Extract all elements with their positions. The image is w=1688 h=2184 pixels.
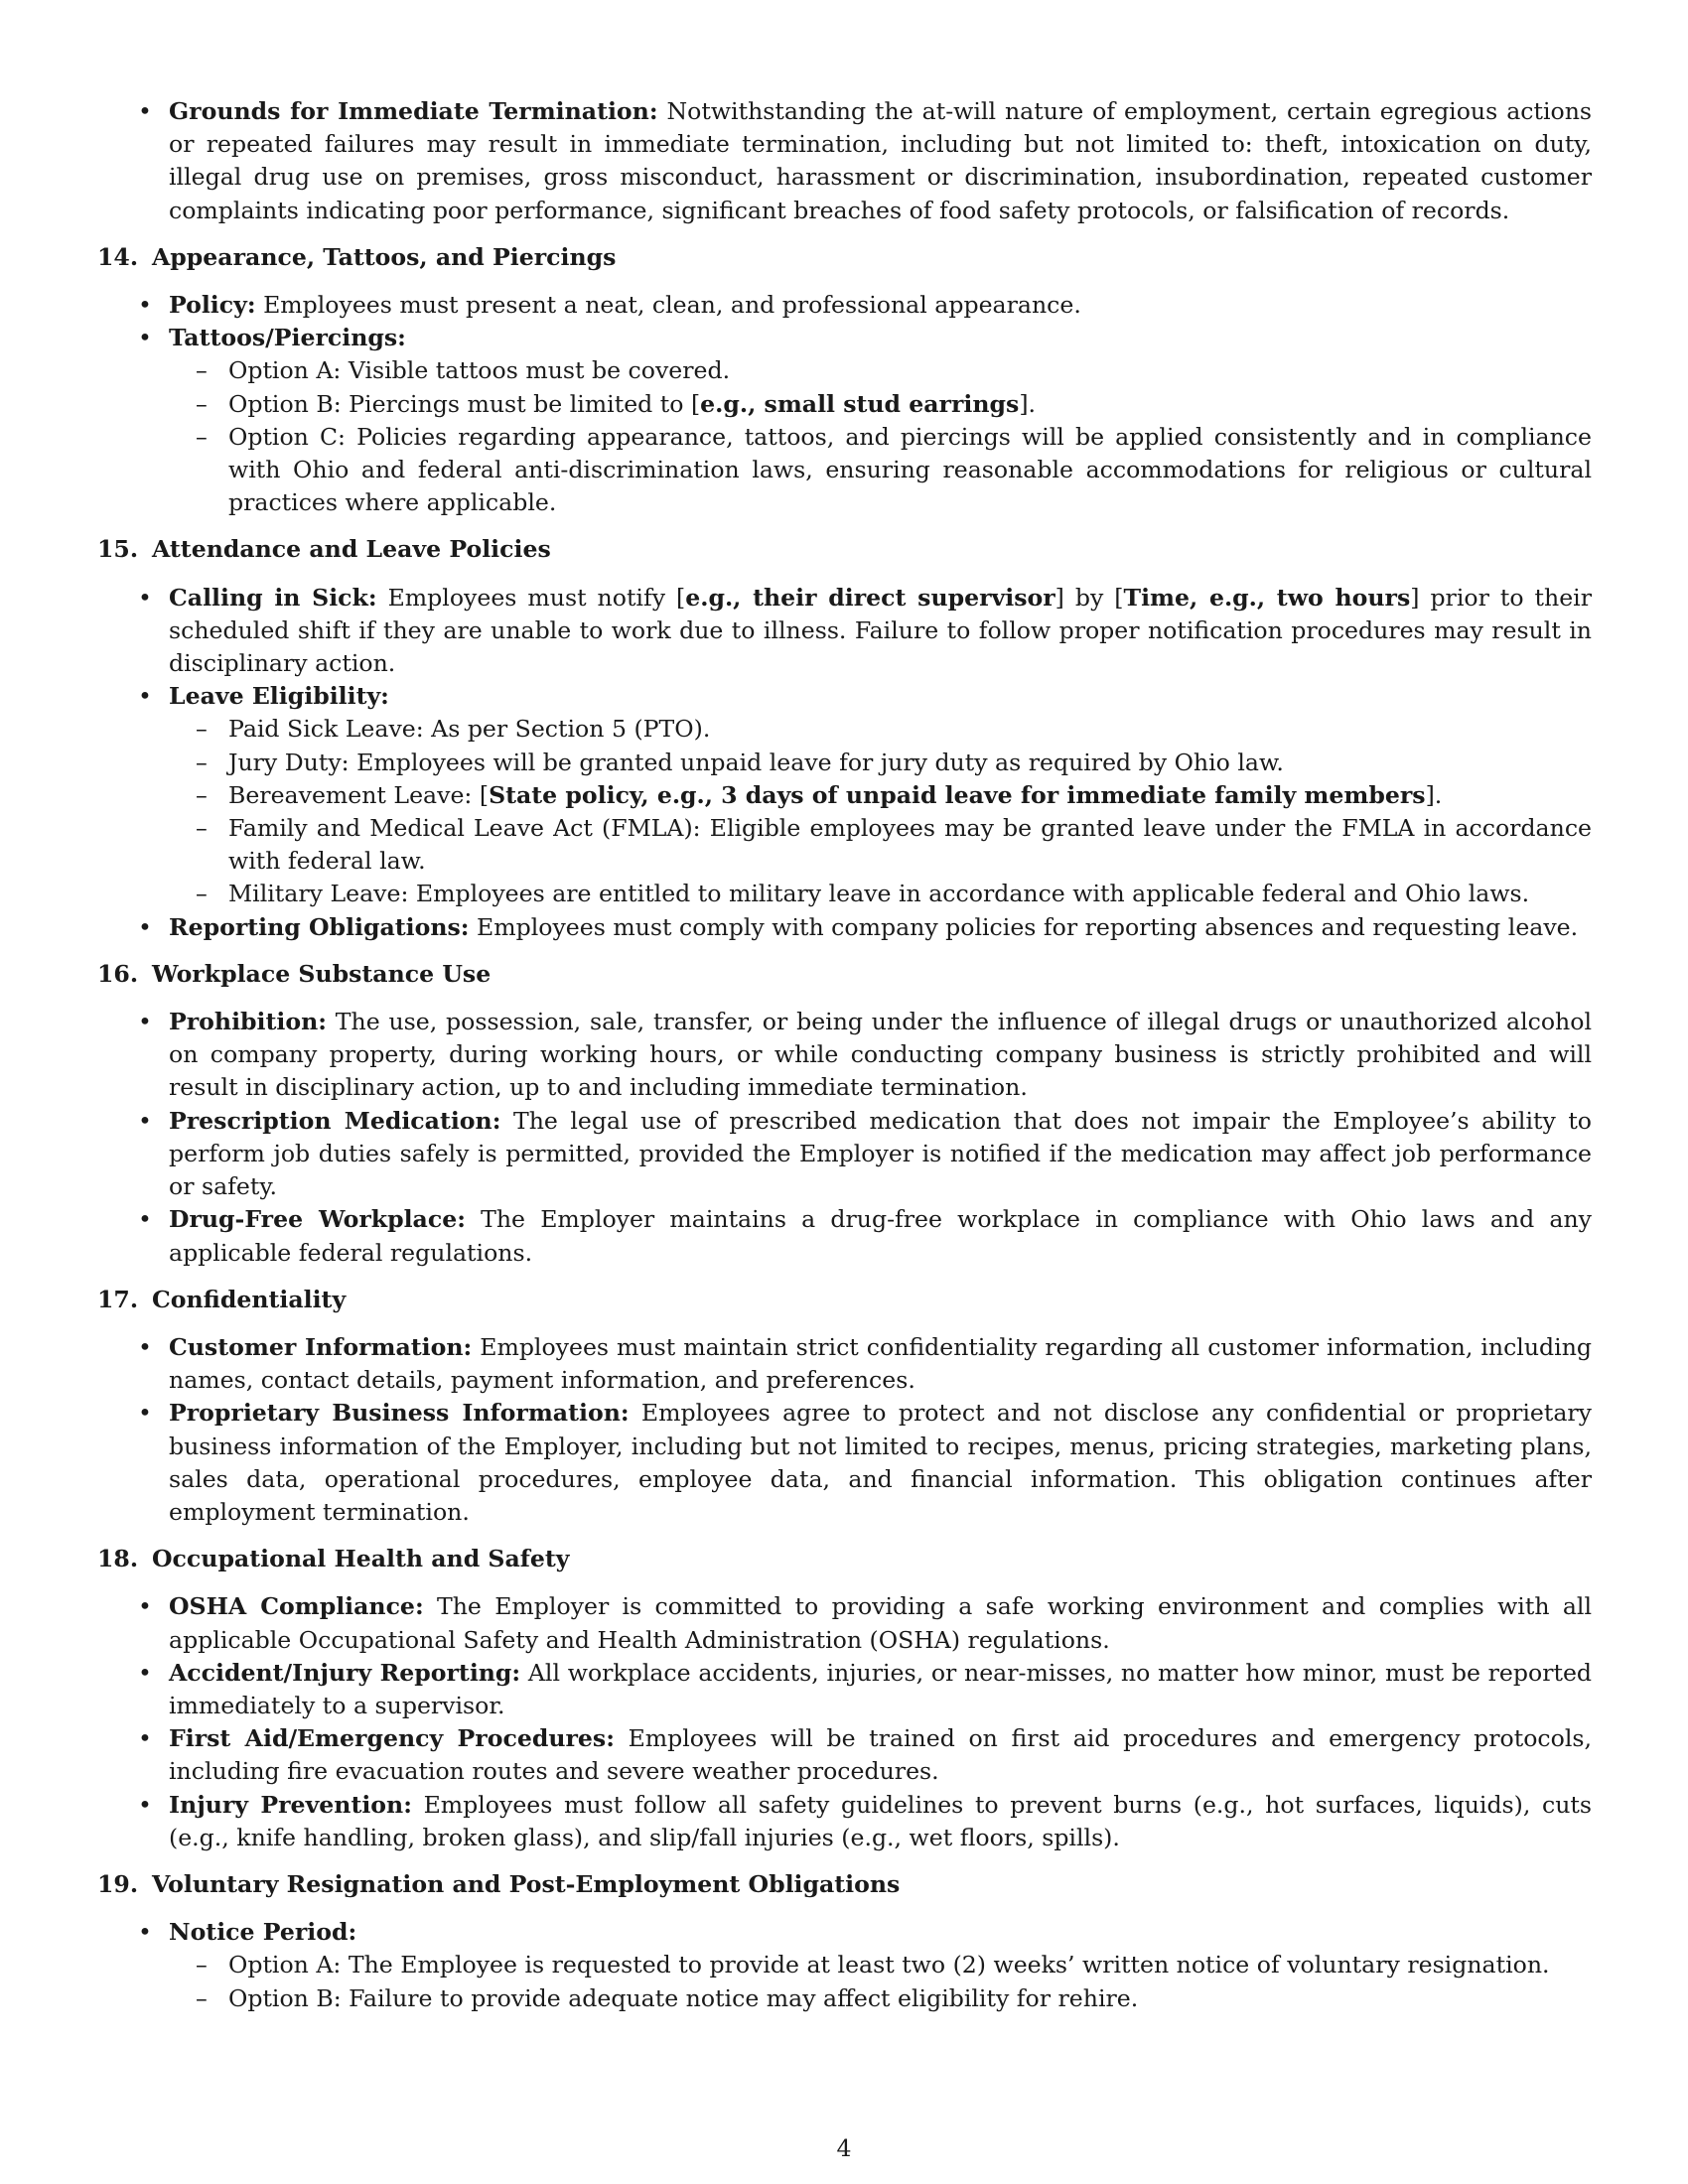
item-label: Drug-Free Workplace: bbox=[169, 1205, 466, 1234]
item-text: Employees must present a neat, clean, and professional appearance. bbox=[263, 291, 1081, 320]
sub-item bbox=[169, 812, 1592, 878]
list-item bbox=[97, 1590, 1592, 1656]
item-text: The legal use of prescribed medication that does not impair the Employee’s ability to perform job duties safely is permitted, provided the Employer is notified if the medication may affect job performance or safety. bbox=[169, 1106, 1593, 1201]
item-text: Notwithstanding the at-will nature of employment, certain egregious actions or repeated failures may result in immediate termination, including but not limited to: theft, intoxication on duty, illegal drug use on premises, gross misconduct, harassment or discrimination, insubordination, repeated customer complaints indicating poor performance, significant breaches of food safety protocols, or falsification of records. bbox=[169, 97, 1593, 224]
section-title: Confidentiality bbox=[152, 1285, 347, 1313]
item-text: Employees agree to protect and not disclose any confidential or proprietary business information of the Employer, including but not limited to recipes, menus, pricing strategies, marketing plans, sales data, operational procedures, employee data, and financial information. This obligation continues after employment termination. bbox=[169, 1399, 1593, 1526]
dash-icon: – bbox=[196, 356, 208, 385]
list-item bbox=[97, 1006, 1592, 1105]
list-item bbox=[97, 1789, 1592, 1854]
bullet-icon: • bbox=[138, 324, 152, 352]
item-label: Customer Information: bbox=[169, 1332, 473, 1361]
sub-text: Military Leave: Employees are entitled to military leave in accordance with applicable federal and Ohio laws. bbox=[228, 880, 1530, 908]
bullet-icon: • bbox=[138, 1592, 152, 1621]
section-list bbox=[97, 1590, 1592, 1854]
item-label: Tattoos/Piercings: bbox=[169, 324, 406, 352]
section-list bbox=[97, 289, 1592, 519]
item-label: Proprietary Business Information: bbox=[169, 1399, 630, 1428]
bullet-icon: • bbox=[138, 1790, 152, 1819]
section-17 bbox=[97, 1284, 1592, 1529]
bullet-icon: • bbox=[138, 1106, 152, 1135]
section-title: Workplace Substance Use bbox=[152, 959, 492, 988]
sub-item bbox=[169, 354, 1592, 387]
item-text: Employees must follow all safety guidelines to prevent burns (e.g., hot surfaces, liquids), cuts (e.g., knife handling, broken glass), and slip/fall injuries (e.g., wet floors, spills). bbox=[169, 1790, 1593, 1851]
item-text: The Employer maintains a drug-free workplace in compliance with Ohio laws and any applicable federal regulations. bbox=[169, 1205, 1592, 1267]
sub-list bbox=[169, 1949, 1592, 2014]
section-heading bbox=[97, 1868, 1592, 1901]
sub-text: Option A: Visible tattoos must be covered. bbox=[228, 356, 731, 385]
item-text: The use, possession, sale, transfer, or being under the influence of illegal drugs or unauthorized alcohol on company property, during working hours, or while conducting company business is strictly prohibited and will result in disciplinary action, up to and including immediate termination. bbox=[169, 1008, 1592, 1102]
placeholder-text: e.g., small stud earrings bbox=[700, 389, 1020, 418]
list-item bbox=[97, 680, 1592, 910]
section-heading bbox=[97, 1543, 1592, 1575]
list-item bbox=[97, 582, 1592, 681]
list-item bbox=[97, 322, 1592, 519]
sub-item bbox=[169, 1982, 1592, 2015]
section-list bbox=[97, 582, 1592, 944]
list-item bbox=[97, 1397, 1592, 1529]
item-label: Injury Prevention: bbox=[169, 1790, 412, 1819]
dash-icon: – bbox=[196, 1951, 208, 1979]
item-text: All workplace accidents, injuries, or near-misses, no matter how minor, must be reported immediately to a supervisor. bbox=[169, 1658, 1593, 1719]
sub-item bbox=[169, 1949, 1592, 1981]
bullet-icon: • bbox=[138, 682, 152, 711]
bullet-icon: • bbox=[138, 1399, 152, 1428]
item-label: Prohibition: bbox=[169, 1008, 327, 1036]
sub-list bbox=[169, 354, 1592, 519]
section-number: 19. bbox=[97, 1869, 139, 1898]
item-text: The Employer is committed to providing a safe working environment and complies with all applicable Occupational Safety and Health Administration (OSHA) regulations. bbox=[169, 1592, 1593, 1654]
sub-item bbox=[169, 878, 1592, 910]
bullet-icon: • bbox=[138, 97, 152, 125]
section-number: 17. bbox=[97, 1285, 139, 1313]
section-number: 15. bbox=[97, 535, 139, 564]
bullet-icon: • bbox=[138, 912, 152, 941]
section-15 bbox=[97, 533, 1592, 943]
bullet-icon: • bbox=[138, 1658, 152, 1687]
section-number: 18. bbox=[97, 1545, 139, 1573]
section-title: Appearance, Tattoos, and Piercings bbox=[152, 242, 617, 271]
item-text: Employees must notify [ bbox=[387, 583, 686, 612]
item-text: Employees must comply with company policies for reporting absences and requesting leave. bbox=[477, 912, 1579, 941]
list-item bbox=[97, 1657, 1592, 1722]
list-item bbox=[97, 1916, 1592, 2015]
dash-icon: – bbox=[196, 422, 208, 451]
sub-text: Option C: Policies regarding appearance, tattoos, and piercings will be applied consistently and in compliance with Ohio and federal anti-discrimination laws, ensuring reasonable accommodations for religious or cultural practices where applicable. bbox=[228, 422, 1592, 517]
bullet-icon: • bbox=[138, 583, 152, 612]
item-text: Employees must maintain strict confidentiality regarding all customer information, including names, contact details, payment information, and preferences. bbox=[169, 1332, 1593, 1395]
list-item bbox=[97, 1722, 1592, 1788]
bullet-icon: • bbox=[138, 1332, 152, 1361]
section-title: Occupational Health and Safety bbox=[152, 1545, 570, 1573]
sub-text: Option B: Piercings must be limited to [ bbox=[228, 389, 701, 418]
item-label: Policy: bbox=[169, 291, 256, 320]
sub-text: ]. bbox=[1425, 780, 1443, 809]
intro-list bbox=[97, 95, 1592, 227]
sub-text: Paid Sick Leave: As per Section 5 (PTO). bbox=[228, 715, 711, 744]
section-number: 14. bbox=[97, 242, 139, 271]
bullet-icon: • bbox=[138, 1918, 152, 1947]
sub-list bbox=[169, 713, 1592, 910]
dash-icon: – bbox=[196, 780, 208, 809]
list-item bbox=[97, 95, 1592, 227]
item-text: ] by [ bbox=[1055, 583, 1124, 612]
dash-icon: – bbox=[196, 389, 208, 418]
item-label: Calling in Sick: bbox=[169, 583, 377, 612]
item-label: Reporting Obligations: bbox=[169, 912, 470, 941]
sub-text: Bereavement Leave: [ bbox=[228, 780, 490, 809]
placeholder-text: Time, e.g., two hours bbox=[1123, 583, 1411, 612]
section-heading bbox=[97, 1284, 1592, 1316]
bullet-icon: • bbox=[138, 1724, 152, 1753]
item-text: Employees will be trained on first aid procedures and emergency protocols, including fire evacuation routes and severe weather procedures. bbox=[169, 1724, 1593, 1786]
section-list bbox=[97, 1916, 1592, 2015]
item-text: ] prior to their scheduled shift if they are unable to work due to illness. Failure to follow proper notification procedures may result in disciplinary action. bbox=[169, 583, 1592, 678]
list-item bbox=[97, 1105, 1592, 1204]
dash-icon: – bbox=[196, 715, 208, 744]
sub-text: Jury Duty: Employees will be granted unpaid leave for jury duty as required by Ohio law. bbox=[228, 748, 1284, 776]
sub-item bbox=[169, 713, 1592, 746]
section-16 bbox=[97, 958, 1592, 1270]
placeholder-text: State policy, e.g., 3 days of unpaid leave for immediate family members bbox=[489, 780, 1426, 809]
item-label: First Aid/Emergency Procedures: bbox=[169, 1724, 615, 1753]
section-18 bbox=[97, 1543, 1592, 1854]
dash-icon: – bbox=[196, 880, 208, 908]
section-list bbox=[97, 1331, 1592, 1529]
section-title: Voluntary Resignation and Post-Employment Obligations bbox=[152, 1869, 901, 1898]
sub-item bbox=[169, 421, 1592, 520]
sub-item bbox=[169, 388, 1592, 421]
item-label: OSHA Compliance: bbox=[169, 1592, 424, 1621]
sub-text: Family and Medical Leave Act (FMLA): Eligible employees may be granted leave under the FMLA in accordance with federal law. bbox=[228, 814, 1592, 876]
sub-item bbox=[169, 779, 1592, 812]
section-title: Attendance and Leave Policies bbox=[152, 535, 551, 564]
item-label: Leave Eligibility: bbox=[169, 682, 389, 711]
section-19 bbox=[97, 1868, 1592, 2015]
page-number: 4 bbox=[836, 2134, 852, 2162]
section-heading bbox=[97, 533, 1592, 566]
section-number: 16. bbox=[97, 959, 139, 988]
list-item bbox=[97, 1203, 1592, 1269]
section-heading bbox=[97, 958, 1592, 991]
dash-icon: – bbox=[196, 814, 208, 843]
sub-text: ]. bbox=[1019, 389, 1037, 418]
bullet-icon: • bbox=[138, 291, 152, 320]
section-list bbox=[97, 1006, 1592, 1270]
dash-icon: – bbox=[196, 1983, 208, 2012]
placeholder-text: e.g., their direct supervisor bbox=[685, 583, 1055, 612]
dash-icon: – bbox=[196, 748, 208, 776]
bullet-icon: • bbox=[138, 1205, 152, 1234]
item-label: Grounds for Immediate Termination: bbox=[169, 97, 658, 125]
sub-item bbox=[169, 747, 1592, 779]
sub-text: Option B: Failure to provide adequate notice may affect eligibility for rehire. bbox=[228, 1983, 1139, 2012]
item-label: Prescription Medication: bbox=[169, 1106, 501, 1135]
item-label: Notice Period: bbox=[169, 1918, 357, 1947]
page-content bbox=[97, 95, 1592, 2015]
bullet-icon: • bbox=[138, 1008, 152, 1036]
sub-text: Option A: The Employee is requested to provide at least two (2) weeks’ written notice of voluntary resignation. bbox=[228, 1951, 1550, 1979]
list-item bbox=[97, 289, 1592, 322]
section-14 bbox=[97, 241, 1592, 520]
list-item bbox=[97, 1331, 1592, 1397]
list-item bbox=[97, 911, 1592, 944]
section-heading bbox=[97, 241, 1592, 274]
item-label: Accident/Injury Reporting: bbox=[169, 1658, 521, 1687]
